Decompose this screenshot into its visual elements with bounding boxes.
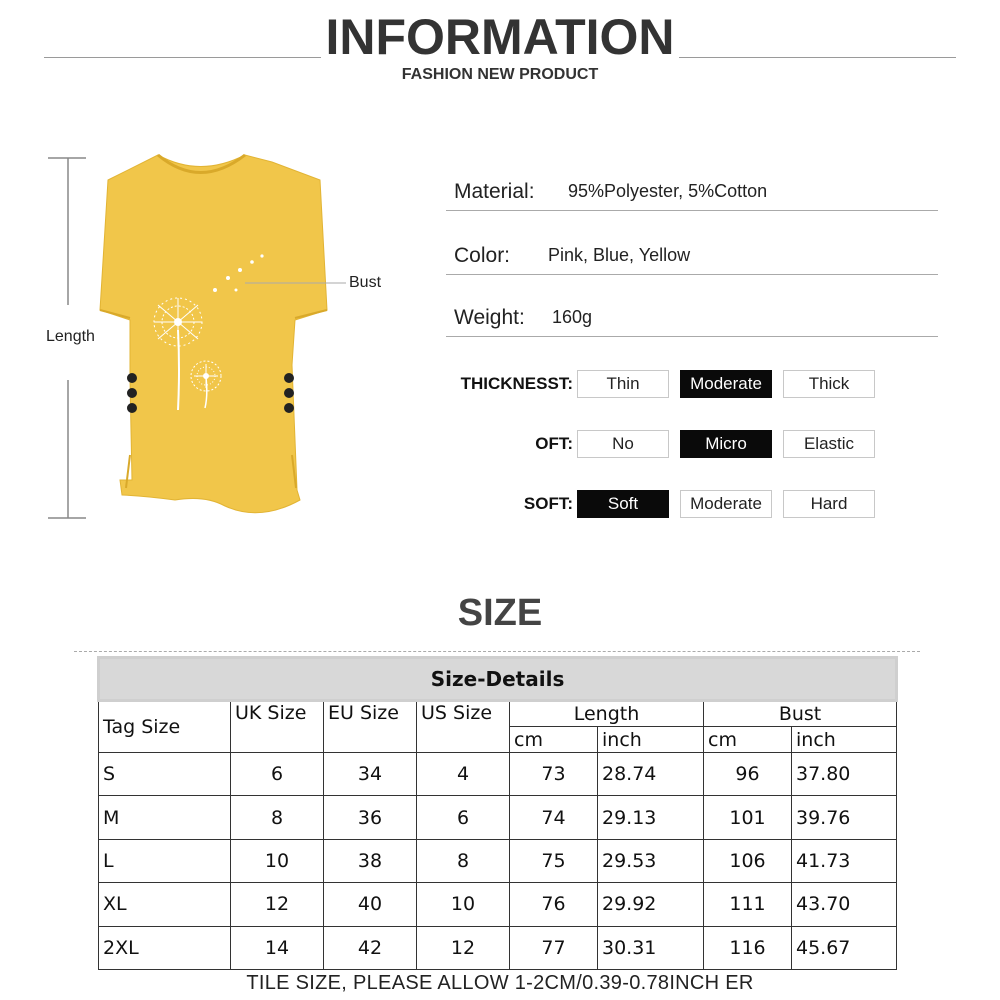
color-label: Color: [454,244,511,267]
thickness-option-thin: Thin [577,370,669,398]
length-cm-cell: 75 [510,839,598,882]
soft-option-hard: Hard [783,490,875,518]
tag-size-cell: 2XL [99,926,231,969]
us-size-cell: 12 [417,926,510,969]
bust-inch-cell: 39.76 [792,796,897,839]
oft-option-elastic: Elastic [783,430,875,458]
uk-size-header: UK Size [231,701,324,753]
us-size-cell: 10 [417,883,510,926]
us-size-cell: 4 [417,753,510,796]
material-value: 95%Polyester, 5%Cotton [568,181,768,201]
tag-size-cell: M [99,796,231,839]
size-divider [74,651,920,652]
bust-inch-cell: 43.70 [792,883,897,926]
length-inch-cell: 28.74 [598,753,704,796]
length-cm-cell: 77 [510,926,598,969]
uk-size-cell: 6 [231,753,324,796]
soft-option-moderate: Moderate [680,490,772,518]
bust-header: Bust [704,701,897,727]
tag-size-cell: L [99,839,231,882]
tag-size-cell: S [99,753,231,796]
size-title: SIZE [457,592,543,634]
length-cm-header: cm [510,727,598,753]
uk-size-cell: 12 [231,883,324,926]
bust-cm-cell: 111 [704,883,792,926]
bust-inch-header: inch [792,727,897,753]
bust-inch-cell: 41.73 [792,839,897,882]
bust-cm-cell: 101 [704,796,792,839]
us-size-cell: 6 [417,796,510,839]
eu-size-cell: 36 [324,796,417,839]
us-size-header: US Size [417,701,510,753]
length-inch-cell: 30.31 [598,926,704,969]
page-subtitle: FASHION NEW PRODUCT [401,66,599,83]
bust-inch-cell: 45.67 [792,926,897,969]
oft-label: OFT: [535,434,573,453]
weight-label: Weight: [454,306,525,329]
bust-cm-cell: 106 [704,839,792,882]
oft-option-micro: Micro [680,430,772,458]
bust-inch-cell: 37.80 [792,753,897,796]
uk-size-cell: 8 [231,796,324,839]
length-inch-cell: 29.53 [598,839,704,882]
length-header: Length [510,701,704,727]
length-inch-header: inch [598,727,704,753]
table-row [99,796,897,839]
length-cm-cell: 73 [510,753,598,796]
table-row [99,926,897,969]
table-row [99,839,897,882]
bust-cm-cell: 96 [704,753,792,796]
length-cm-cell: 74 [510,796,598,839]
eu-size-header: EU Size [324,701,417,753]
thickness-option-thick: Thick [783,370,875,398]
tag-size-cell: XL [99,883,231,926]
uk-size-cell: 10 [231,839,324,882]
eu-size-cell: 38 [324,839,417,882]
page-title: INFORMATION [0,8,1000,66]
color-row [446,234,938,275]
thickness-option-moderate: Moderate [680,370,772,398]
us-size-cell: 8 [417,839,510,882]
oft-option-no: No [577,430,669,458]
weight-value: 160g [552,307,593,327]
eu-size-cell: 40 [324,883,417,926]
soft-option-soft: Soft [577,490,669,518]
bust-cm-cell: 116 [704,926,792,969]
bust-label: Bust [349,274,382,291]
table-row [99,883,897,926]
eu-size-cell: 34 [324,753,417,796]
eu-size-cell: 42 [324,926,417,969]
uk-size-cell: 14 [231,926,324,969]
size-details-header: Size-Details [99,658,897,701]
length-inch-cell: 29.13 [598,796,704,839]
length-cm-cell: 76 [510,883,598,926]
material-label: Material: [454,180,535,203]
weight-row [446,296,938,337]
material-row [446,170,938,211]
table-row [99,753,897,796]
size-table [97,656,898,970]
length-label: Length [46,328,95,345]
color-value: Pink, Blue, Yellow [548,245,691,265]
tag-size-header: Tag Size [99,701,231,753]
size-footnote: TILE SIZE, PLEASE ALLOW 1-2CM/0.39-0.78INCH ER [246,972,754,994]
length-inch-cell: 29.92 [598,883,704,926]
soft-label: SOFT: [523,494,573,513]
thickness-label: THICKNESST: [460,374,573,393]
bust-cm-header: cm [704,727,792,753]
